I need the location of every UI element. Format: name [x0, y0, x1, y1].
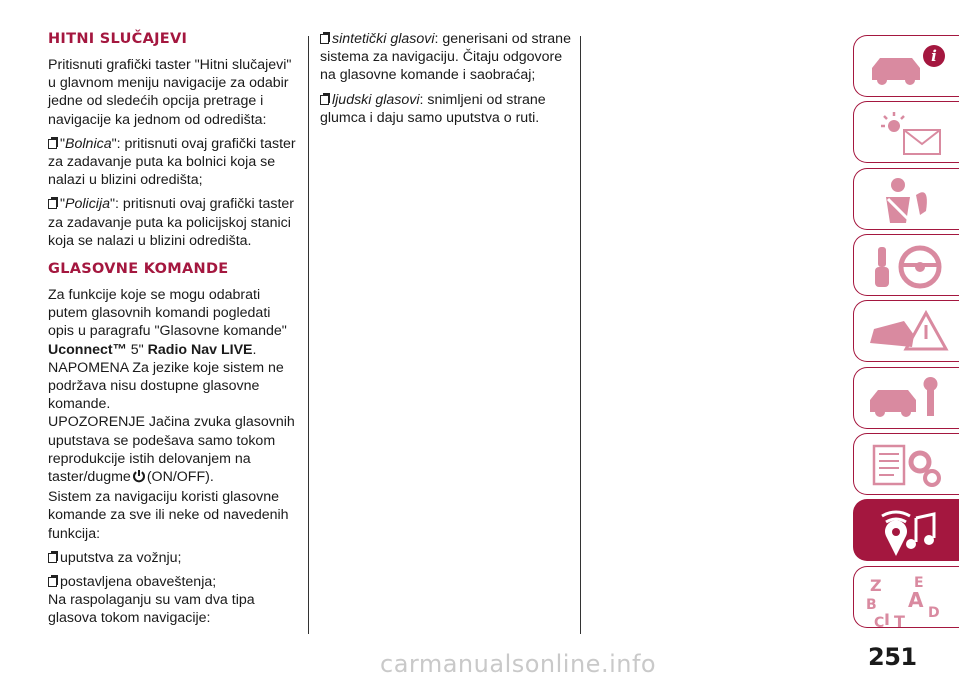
svg-text:Z: Z [870, 576, 882, 595]
svg-text:B: B [866, 597, 877, 613]
tab-maintenance[interactable] [853, 367, 959, 429]
svg-text:i: i [931, 47, 937, 65]
tab-car-info[interactable] [853, 35, 959, 97]
left-column [48, 30, 300, 628]
list-item-notifications: postavljena obaveštenja; [48, 573, 300, 591]
list-item-human-voices: ljudski glasovi: snimljeni od strane glumca i daju samo uputstva o ruti. [320, 91, 546, 126]
voice-types-text: Na raspolaganju su vam dva tipa glasova tokom navigacije: [48, 592, 255, 627]
car-info-icon [864, 42, 954, 92]
svg-text:D: D [928, 605, 940, 621]
svg-text:E: E [914, 575, 924, 591]
alphabetical-index-icon [864, 573, 954, 629]
checkbox-bullet-icon [48, 553, 57, 563]
power-icon [132, 469, 146, 488]
tab-warning-lights[interactable] [853, 101, 959, 163]
svg-text:C: C [874, 615, 885, 629]
list-item-police: "Policija": pritisnuti ovaj grafički taster za zadavanje puta ka policijskoj stanici koja se nalazi u blizini odredišta. [48, 196, 295, 249]
note-text: NAPOMENA Za jezike koje sistem ne podržava nisu dostupne glasovne komande. [48, 359, 284, 413]
multimedia-navigation-icon [864, 506, 954, 556]
checkbox-bullet-icon [48, 577, 57, 587]
warning-light-message-icon [864, 108, 954, 158]
tab-safety[interactable] [853, 168, 959, 230]
tab-starting-driving[interactable] [853, 234, 959, 296]
tab-multimedia[interactable] [853, 499, 959, 561]
list-item-driving: uputstva za vožnju; [48, 549, 300, 567]
tab-index[interactable] [853, 566, 959, 628]
emergency-intro: Pritisnuti grafički taster "Hitni slučajevi" u glavnom meniju navigacije za odabir jedne od sledećih opcija pretrage i navigacije ka jednom od odredišta: [48, 57, 292, 128]
checkbox-bullet-icon [48, 199, 57, 209]
list-item-synthetic-voices: sintetički glasovi: generisani od strane sistema za navigaciju. Čitaju odgovore na glasovne komande i saobraćaj; [320, 31, 571, 84]
car-wrench-icon [864, 374, 954, 424]
checkbox-bullet-icon [320, 34, 329, 44]
column-divider [308, 36, 309, 634]
page-number: 251 [868, 643, 917, 671]
checkbox-bullet-icon [48, 139, 57, 149]
specs-gears-icon [864, 440, 954, 490]
voice-commands-intro: Za funkcije koje se mogu odabrati putem glasovnih komandi pogledati opis u paragrafu "Glasovne komande" Uconnect™ 5" Radio Nav LIVE. [48, 287, 287, 358]
list-item-hospital: "Bolnica": pritisnuti ovaj grafički taster za zadavanje puta ka bolnici koja se nalazi u blizini odredišta; [48, 135, 296, 189]
section-title-emergency: HITNI SLUČAJEVI [48, 31, 188, 47]
svg-text:T: T [894, 612, 905, 629]
key-steering-wheel-icon [864, 241, 954, 291]
tab-technical-data[interactable] [853, 433, 959, 495]
car-accident-icon [864, 307, 954, 357]
right-column [320, 30, 572, 133]
watermark: carmanualsonline.info [380, 650, 657, 678]
warning-text: UPOZORENJE Jačina zvuka glasovnih uputstava se podešava samo tokom reprodukcije istih delovanjem na taster/dugme (ON/OFF). [48, 413, 300, 488]
svg-text:I: I [884, 610, 890, 629]
svg-text:A: A [908, 588, 924, 612]
checkbox-bullet-icon [320, 95, 329, 105]
seatbelt-airbag-icon [864, 175, 954, 225]
column-divider [580, 36, 581, 634]
system-functions-text: Sistem za navigaciju koristi glasovne komande za sve ili neke od navedenih funkcija: [48, 489, 289, 542]
section-title-voice-commands: GLASOVNE KOMANDE [48, 261, 229, 278]
tab-emergency[interactable] [853, 300, 959, 362]
voice-commands-body [48, 286, 300, 628]
